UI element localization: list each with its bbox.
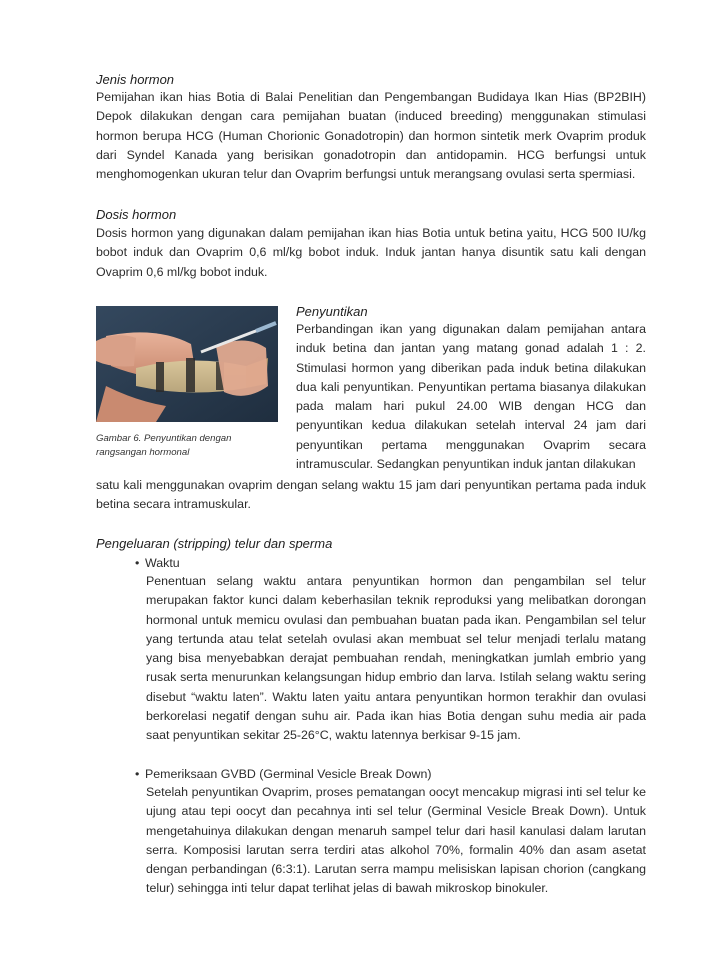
bullet-waktu — [135, 555, 180, 571]
figure-caption: Gambar 6. Penyuntikan dengan rangsangan hormonal — [96, 433, 232, 458]
bullet-waktu-label: Waktu — [145, 556, 180, 570]
bullet-gvbd-label: Pemeriksaan GVBD (Germinal Vesicle Break Down) — [145, 767, 432, 781]
paragraph-penyuntikan-beside-figure: Perbandingan ikan yang digunakan dalam pemijahan antara induk betina dan jantan yang matang gonad adalah 1 : 2. Stimulasi hormon yang diberikan pada induk betina dilakukan dua kali penyuntikan. Penyuntikan pertama biasanya dilakukan pada malam hari pukul 24.00 WIB dengan HCG dan penyuntikan kedua dilakukan setelah interval 24 jam dari penyuntikan pertama menggunakan Ovaprim secara intramuscular. Sedangkan penyuntikan induk jantan dilakukan — [296, 322, 646, 472]
paragraph-penyuntikan-continued: satu kali menggunakan ovaprim dengan selang waktu 15 jam dari penyuntikan pertama pada induk betina secara intramuskular. — [96, 478, 646, 512]
paragraph-gvbd: Setelah penyuntikan Ovaprim, proses pematangan oocyt mencakup migrasi inti sel telur ke ujung atau tepi oocyt dan pecahnya inti sel telur (Germinal Vesicle Break Down). Untuk mengetahuinya dilakukan dengan menaruh sampel telur dari hasil kanulasi dalam larutan serra. Komposisi larutan serra terdiri atas alkohol 70%, formalin 40% dan asam asetat dengan perbandingan (6:3:1). Larutan serra mampu melisiskan lapisan chorion (cangkang telur) sehingga inti telur dapat terlihat jelas di bawah mikroskop binokuler. — [146, 785, 646, 896]
heading-penyuntikan: Penyuntikan — [296, 304, 368, 319]
heading-pengeluaran: Pengeluaran (stripping) telur dan sperma — [96, 536, 333, 551]
heading-dosis-hormon: Dosis hormon — [96, 207, 177, 222]
paragraph-waktu: Penentuan selang waktu antara penyuntikan hormon dan pengambilan sel telur merupakan faktor kunci dalam keberhasilan teknik reproduksi yang melibatkan dorongan hormonal untuk memicu ovulasi dan pembuahan buatan pada ikan. Pengambilan sel telur yang tertunda atau telat setelah ovulasi akan membuat sel telur menjadi terlalu matang yang bisa menyebabkan derajat pembuahan rendah, meningkatkan jumlah embrio yang rusak serta menurunkan kelangsungan hidup embrio dan larva. Istilah selang waktu sering disebut “waktu laten”. Waktu laten yaitu antara penyuntikan hormon terakhir dan ovulasi berkorelasi negatif dengan suhu air. Pada ikan hias Botia dengan suhu media air pada saat penyuntikan sekitar 25-26°C, waktu latennya berkisar 9-15 jam. — [146, 574, 646, 743]
paragraph-dosis-hormon: Dosis hormon yang digunakan dalam pemijahan ikan hias Botia untuk betina yaitu, HCG 500 IU/kg bobot induk dan Ovaprim 0,6 ml/kg bobot induk. Induk jantan hanya disuntik satu kali dengan Ovaprim 0,6 ml/kg bobot induk. — [96, 226, 646, 279]
heading-jenis-hormon: Jenis hormon — [96, 72, 175, 87]
paragraph-jenis-hormon: Pemijahan ikan hias Botia di Balai Penelitian dan Pengembangan Budidaya Ikan Hias (BP2BIH) Depok dilakukan dengan cara pemijahan buatan (induced breeding) menggunakan stimulasi hormon berupa HCG (Human Chorionic Gonadotropin) dan hormon sintetik merk Ovaprim produk dari Syndel Kanada yang berisikan gonadotropin dan antidopamin. HCG berfungsi untuk menghomogenkan ukuran telur dan Ovaprim berfungsi untuk merangsang ovulasi serta spermiasi. — [96, 90, 646, 182]
bullet-dot: • — [135, 767, 140, 781]
injection-photo-image — [96, 306, 278, 422]
injection-photo — [96, 306, 278, 422]
bullet-gvbd — [135, 766, 431, 782]
bullet-dot: • — [135, 556, 140, 570]
